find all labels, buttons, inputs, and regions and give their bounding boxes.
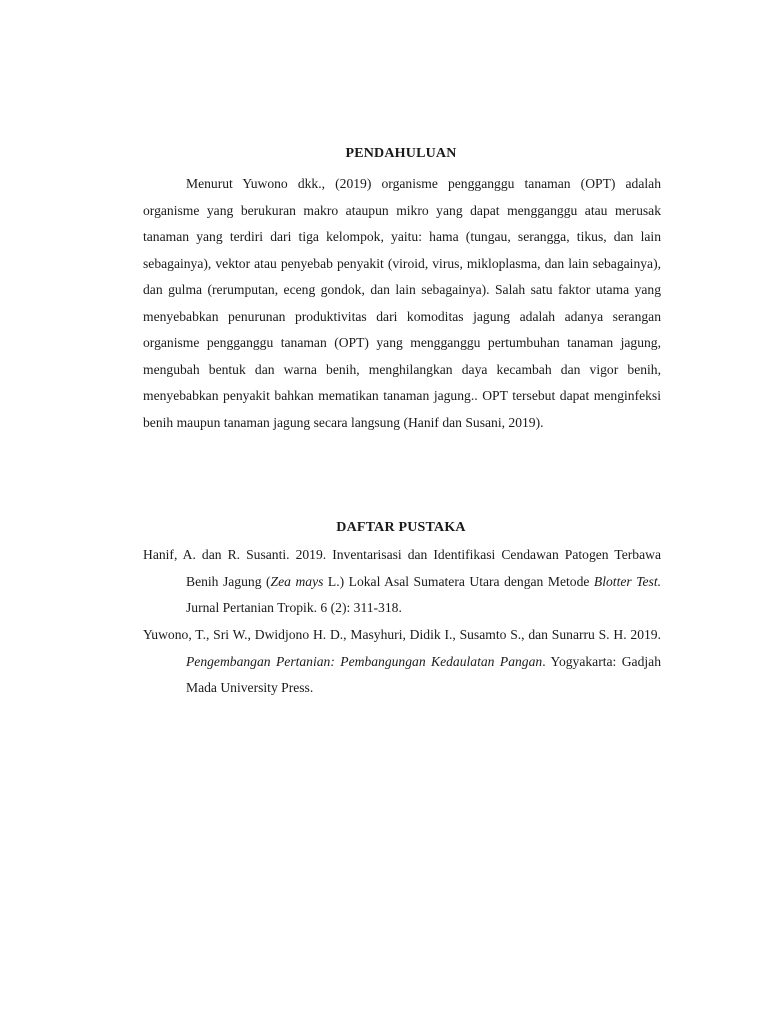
reference-entry-hanif — [143, 542, 661, 622]
reference-italic-species: Zea mays — [270, 573, 324, 589]
reference-text: Yuwono, T., Sri W., Dwidjono H. D., Masyhuri, Didik I., Susamto S., dan Sunarru S. H. 2019. — [143, 627, 661, 642]
reference-italic-book-title: Pengembangan Pertanian: Pembangungan Kedaulatan Pangan — [186, 653, 543, 669]
reference-italic-method: Blotter Test. — [593, 573, 662, 589]
reference-text: . Yogyakarta: Gadjah Mada University Press. — [186, 653, 661, 695]
intro-paragraph: Menurut Yuwono dkk., (2019) organisme pengganggu tanaman (OPT) adalah organisme yang berukuran makro ataupun mikro yang dapat mengganggu atau merusak tanaman yang terdiri dari tiga kelompok, yaitu: hama (tungau, serangga, tikus, dan lain sebagainya), vektor atau penyebab penyakit (viroid, virus, mikloplasma, dan lain sebagainya), dan gulma (rerumputan, eceng gondok, dan lain sebagainya). Salah satu faktor utama yang menyebabkan penurunan produktivitas dari komoditas jagung adalah adanya serangan organisme pengganggu tanaman (OPT) yang mengganggu pertumbuhan tanaman jagung, mengubah bentuk dan warna benih, menghilangkan daya kecambah dan vigor benih, menyebabkan penyakit bahkan mematikan tanaman jagung.. OPT tersebut dapat menginfeksi benih maupun tanaman jagung secara langsung (Hanif dan Susani, 2019). — [143, 176, 661, 430]
reference-text: Hanif, A. dan R. Susanti. 2019. Inventarisasi dan Identifikasi Cendawan Patogen Terbawa Benih Jagung ( — [143, 547, 661, 589]
section-heading-daftar-pustaka: DAFTAR PUSTAKA — [336, 520, 466, 535]
section-heading-pendahuluan: PENDAHULUAN — [345, 146, 457, 161]
reference-text: L.) Lokal Asal Sumatera Utara dengan Metode — [323, 573, 594, 589]
reference-text: Jurnal Pertanian Tropik. 6 (2): 311-318. — [186, 600, 402, 615]
reference-entry-yuwono — [143, 622, 661, 702]
